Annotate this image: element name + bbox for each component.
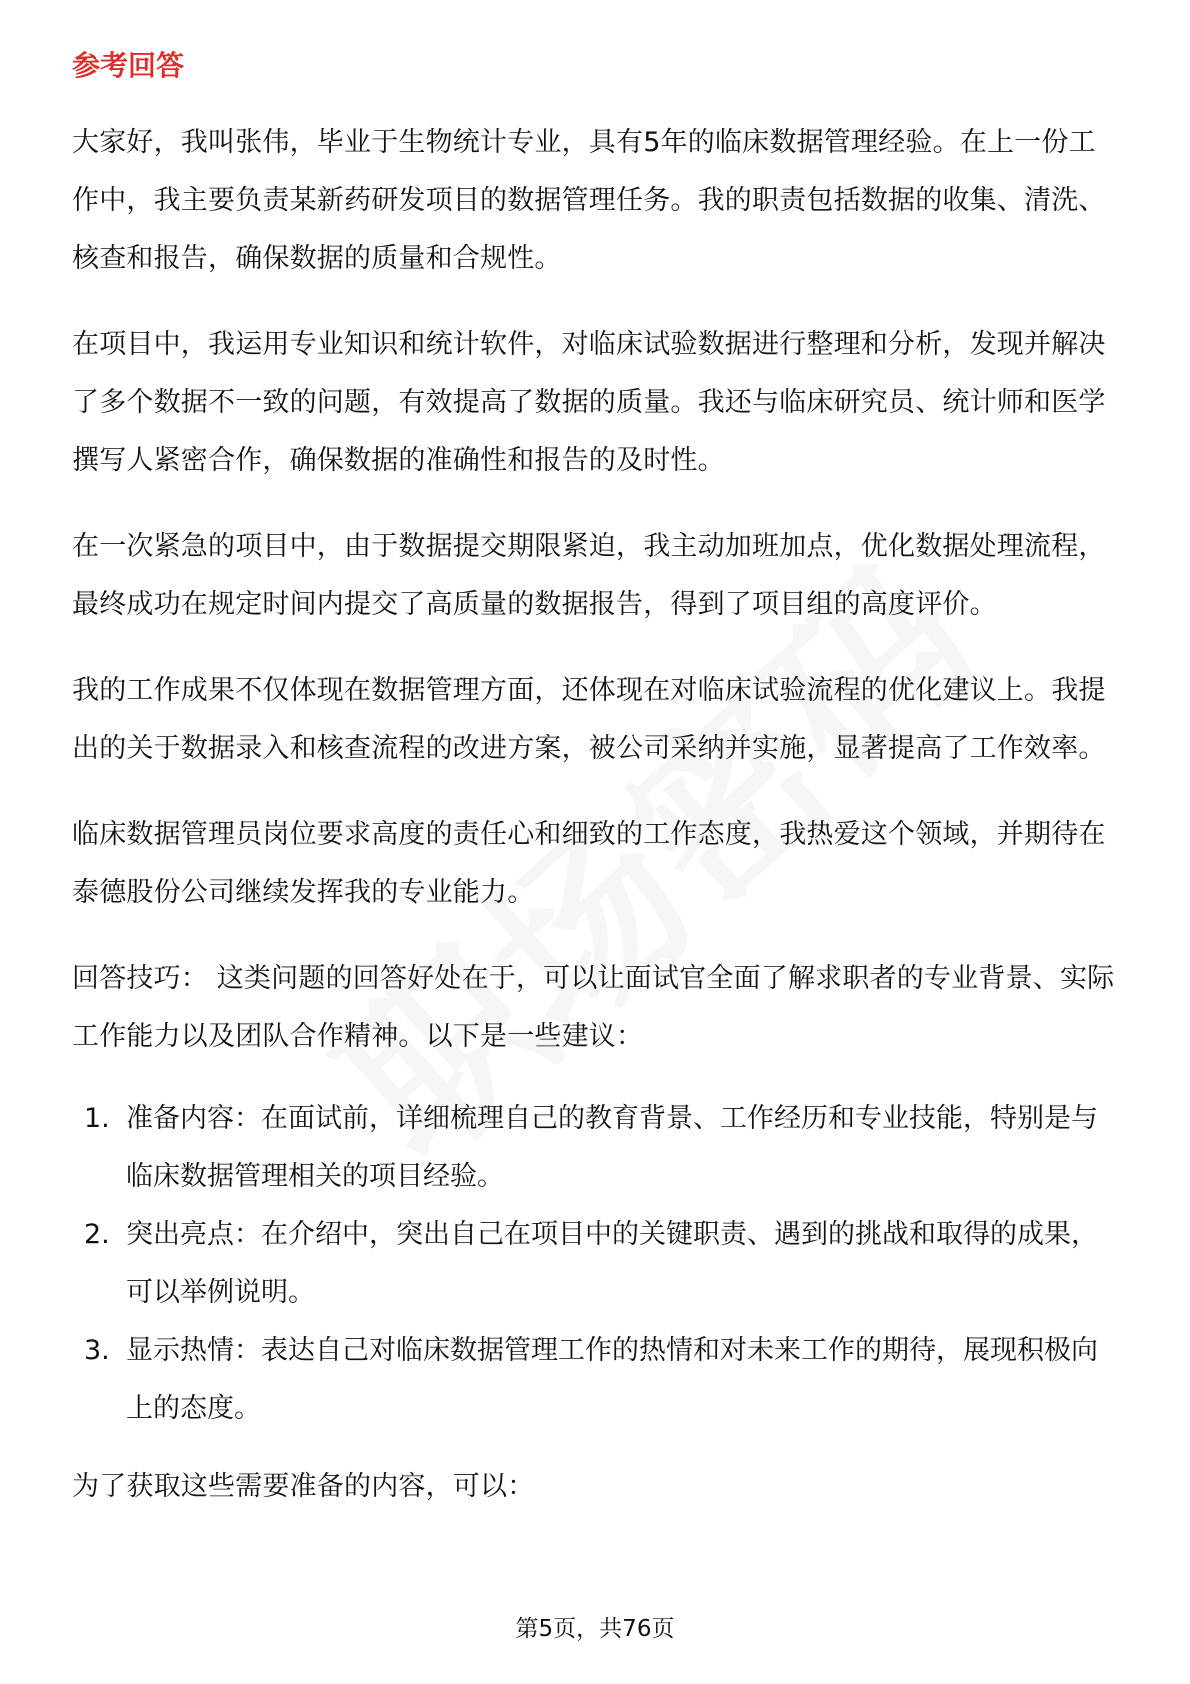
answer-paragraph-2: 在项目中，我运用专业知识和统计软件，对临床试验数据进行整理和分析，发现并解决了多个数据不一致的问题，有效提高了数据的质量。我还与临床研究员、统计师和医学撰写人紧密合作，确保数据的准确性和报告的及时性。 <box>72 329 1106 476</box>
answer-paragraph-4: 我的工作成果不仅体现在数据管理方面，还体现在对临床试验流程的优化建议上。我提出的关于数据录入和核查流程的改进方案，被公司采纳并实施，显著提高了工作效率。 <box>72 675 1106 764</box>
tip-item-3 <box>72 1322 1118 1438</box>
tip-text: 准备内容：在面试前，详细梳理自己的教育背景、工作经历和专业技能，特别是与临床数据管理相关的项目经验。 <box>126 1103 1098 1192</box>
answer-paragraph-5: 临床数据管理员岗位要求高度的责任心和细致的工作态度，我热爱这个领域，并期待在泰德股份公司继续发挥我的专业能力。 <box>72 819 1106 908</box>
page-content <box>72 46 1118 1544</box>
tips-list <box>72 1090 1118 1438</box>
tip-number: 1. <box>84 1103 110 1134</box>
answer-paragraph-3: 在一次紧急的项目中，由于数据提交期限紧迫，我主动加班加点，优化数据处理流程，最终成功在规定时间内提交了高质量的数据报告，得到了项目组的高度评价。 <box>72 531 1106 620</box>
tip-text: 显示热情：表达自己对临床数据管理工作的热情和对未来工作的期待，展现积极向上的态度。 <box>126 1335 1098 1424</box>
tip-number: 2. <box>84 1219 110 1250</box>
tip-item-1 <box>72 1090 1118 1206</box>
tips-intro: 回答技巧： 这类问题的回答好处在于，可以让面试官全面了解求职者的专业背景、实际工作能力以及团队合作精神。以下是一些建议： <box>72 963 1115 1052</box>
tip-number: 3. <box>84 1335 110 1366</box>
page-footer: 第5页，共76页 <box>515 1616 675 1642</box>
section-title: 参考回答 <box>72 49 185 82</box>
tip-text: 突出亮点：在介绍中，突出自己在项目中的关键职责、遇到的挑战和取得的成果，可以举例说明。 <box>126 1219 1098 1308</box>
tip-item-2 <box>72 1206 1118 1322</box>
answer-paragraph-1: 大家好，我叫张伟，毕业于生物统计专业，具有5年的临床数据管理经验。在上一份工作中，我主要负责某新药研发项目的数据管理任务。我的职责包括数据的收集、清洗、核查和报告，确保数据的质量和合规性。 <box>72 127 1106 274</box>
closing-line: 为了获取这些需要准备的内容，可以： <box>72 1471 535 1502</box>
